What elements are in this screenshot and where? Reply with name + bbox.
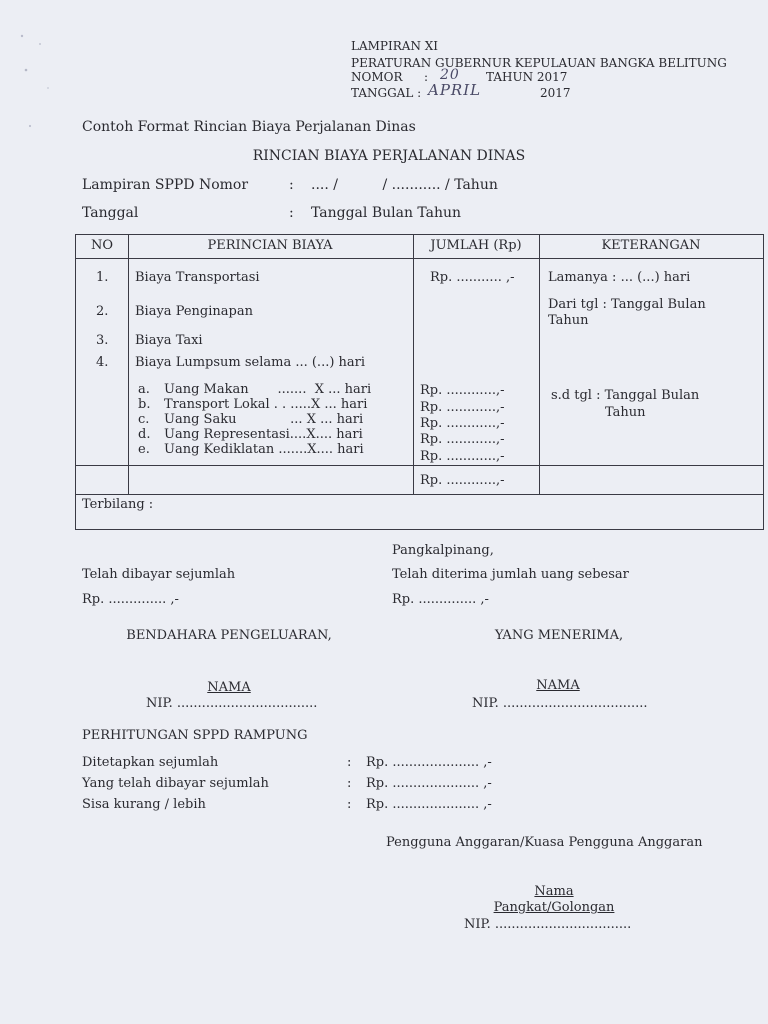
subitem-amount: Rp. ............,- bbox=[420, 400, 505, 415]
penerima-name: NAMA bbox=[536, 678, 580, 693]
row-item: Biaya Penginapan bbox=[135, 304, 253, 319]
bendahara-nip: NIP. .................................. bbox=[146, 696, 318, 711]
tanggal-colon: : bbox=[289, 205, 294, 221]
table-total-divider-bottom bbox=[75, 494, 764, 495]
signatory-name: Nama bbox=[534, 884, 574, 899]
keterangan-dari-tahun: Tahun bbox=[548, 313, 589, 328]
nomor-colon: : bbox=[424, 70, 429, 84]
subitem-letter: a. bbox=[138, 382, 150, 397]
terbilang-label: Terbilang : bbox=[82, 497, 154, 512]
nomor-label: NOMOR bbox=[351, 70, 403, 84]
sppd-value: .... / / ........... / Tahun bbox=[311, 177, 498, 193]
col-divider-no bbox=[128, 234, 129, 494]
scan-specks bbox=[18, 30, 58, 150]
row-item: Biaya Taxi bbox=[135, 333, 203, 348]
tanggal-value: Tanggal Bulan Tahun bbox=[311, 205, 462, 221]
header-jumlah: JUMLAH (Rp) bbox=[430, 238, 522, 253]
subitem-amount: Rp. ............,- bbox=[420, 383, 505, 398]
perhitungan-value: Rp. ..................... ,- bbox=[366, 755, 492, 770]
subitem-label: Uang Saku ... X ... hari bbox=[164, 412, 364, 427]
subitem-letter: c. bbox=[138, 412, 150, 427]
bendahara-name: NAMA bbox=[207, 680, 251, 695]
table-header-divider bbox=[75, 258, 764, 259]
perhitungan-value: Rp. ..................... ,- bbox=[366, 797, 492, 812]
row-no: 3. bbox=[96, 333, 109, 348]
keterangan-sd-tahun: Tahun bbox=[605, 405, 646, 420]
header-no: NO bbox=[90, 238, 114, 253]
bendahara-role: BENDAHARA PENGELUARAN, bbox=[126, 628, 332, 643]
row-item: Biaya Transportasi bbox=[135, 270, 260, 285]
peraturan-title: PERATURAN GUBERNUR KEPULAUAN BANGKA BELITUNG bbox=[351, 56, 727, 70]
penerima-role: YANG MENERIMA, bbox=[494, 628, 624, 643]
signatory-nip: NIP. ................................. bbox=[464, 917, 632, 932]
perhitungan-label: Ditetapkan sejumlah bbox=[82, 755, 219, 770]
row-amount: Rp. ........... ,- bbox=[430, 270, 515, 285]
document-title: RINCIAN BIAYA PERJALANAN DINAS bbox=[252, 148, 526, 164]
row-no: 4. bbox=[96, 355, 109, 370]
keterangan-sd: s.d tgl : Tanggal Bulan bbox=[551, 388, 700, 403]
lampiran-label: LAMPIRAN XI bbox=[351, 39, 439, 53]
table-total-divider-top bbox=[75, 465, 764, 466]
tahun-label: TAHUN 2017 bbox=[486, 70, 568, 84]
subitem-letter: e. bbox=[138, 442, 150, 457]
subitem-amount: Rp. ............,- bbox=[420, 432, 505, 447]
received-amount: Rp. .............. ,- bbox=[392, 592, 489, 607]
paid-text: Telah dibayar sejumlah bbox=[82, 567, 236, 582]
perhitungan-colon: : bbox=[347, 755, 352, 770]
row-item: Biaya Lumpsum selama ... (...) hari bbox=[135, 355, 366, 370]
row-no: 2. bbox=[96, 304, 109, 319]
pengguna-anggaran-role: Pengguna Anggaran/Kuasa Pengguna Anggaran bbox=[386, 835, 703, 850]
signatory-rank: Pangkat/Golongan bbox=[493, 900, 615, 915]
subitem-label: Transport Lokal . . .....X ... hari bbox=[164, 397, 368, 412]
sppd-colon: : bbox=[289, 177, 294, 193]
penerima-nip: NIP. ................................... bbox=[472, 696, 648, 711]
total-amount: Rp. ............,- bbox=[420, 473, 505, 488]
header-perincian: PERINCIAN BIAYA bbox=[207, 238, 333, 253]
tanggal-label: Tanggal bbox=[82, 205, 139, 221]
subitem-label: Uang Makan ....... X ... hari bbox=[164, 382, 372, 397]
perhitungan-value: Rp. ..................... ,- bbox=[366, 776, 492, 791]
tanggal-handwritten: APRIL bbox=[428, 81, 482, 99]
tanggal-year: 2017 bbox=[540, 86, 571, 100]
subitem-letter: d. bbox=[138, 427, 151, 442]
subitem-label: Uang Kediklatan .......X.... hari bbox=[164, 442, 364, 457]
perhitungan-label: Sisa kurang / lebih bbox=[82, 797, 206, 812]
perhitungan-colon: : bbox=[347, 776, 352, 791]
perhitungan-colon: : bbox=[347, 797, 352, 812]
intro-text: Contoh Format Rincian Biaya Perjalanan Dinas bbox=[82, 119, 416, 135]
nomor-handwritten: 20 bbox=[440, 67, 460, 83]
header-keterangan: KETERANGAN bbox=[601, 238, 701, 253]
keterangan-dari: Dari tgl : Tanggal Bulan bbox=[548, 297, 706, 312]
sppd-label: Lampiran SPPD Nomor bbox=[82, 177, 249, 193]
row-no: 1. bbox=[96, 270, 109, 285]
perhitungan-label: Yang telah dibayar sejumlah bbox=[82, 776, 269, 791]
perhitungan-title: PERHITUNGAN SPPD RAMPUNG bbox=[82, 728, 308, 743]
received-text: Telah diterima jumlah uang sebesar bbox=[392, 567, 629, 582]
subitem-letter: b. bbox=[138, 397, 151, 412]
tanggal-ref-label: TANGGAL : bbox=[351, 86, 422, 100]
keterangan-lamanya: Lamanya : ... (...) hari bbox=[548, 270, 691, 285]
col-divider-perincian bbox=[413, 234, 414, 494]
subitem-label: Uang Representasi....X.... hari bbox=[164, 427, 363, 442]
subitem-amount: Rp. ............,- bbox=[420, 416, 505, 431]
paid-amount: Rp. .............. ,- bbox=[82, 592, 179, 607]
place-label: Pangkalpinang, bbox=[392, 543, 494, 558]
col-divider-jumlah bbox=[539, 234, 540, 494]
subitem-amount: Rp. ............,- bbox=[420, 449, 505, 464]
